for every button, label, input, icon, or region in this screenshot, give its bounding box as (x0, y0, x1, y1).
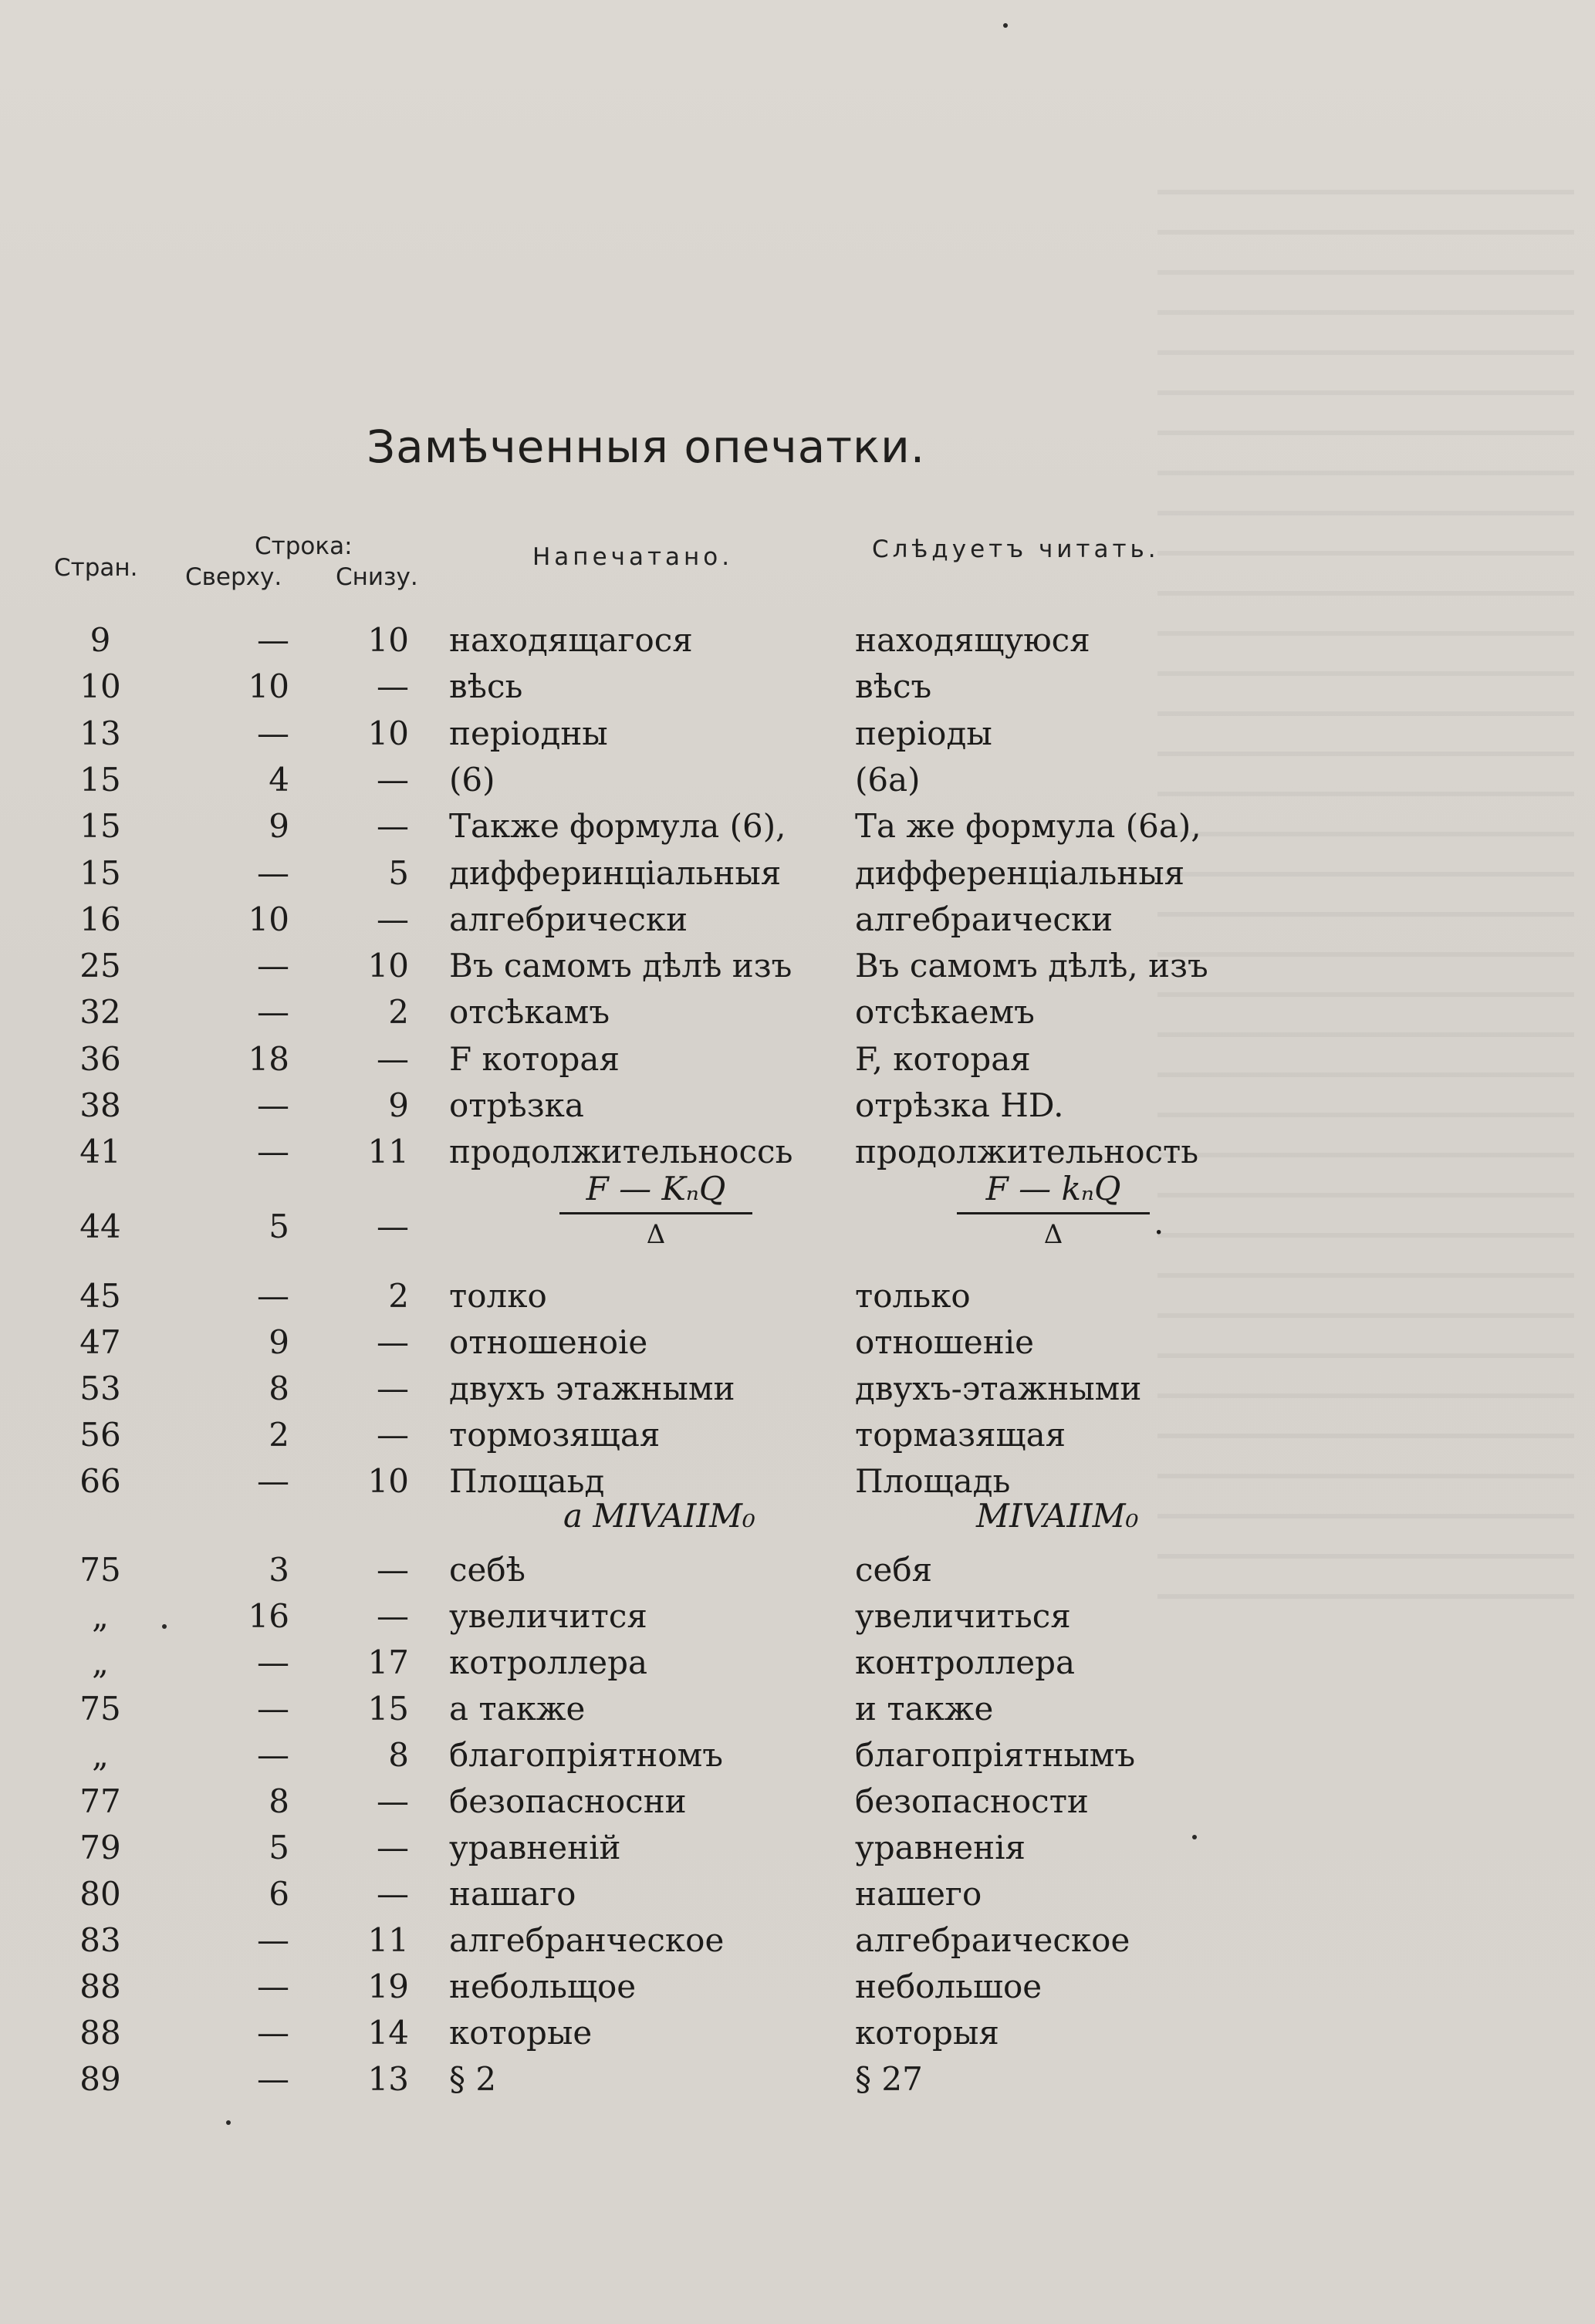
cell-printed: увеличится (449, 1597, 647, 1635)
fraction-bar (559, 1212, 752, 1214)
cell-printed: безопасносни (449, 1782, 687, 1820)
cell-from-bottom: — (377, 1551, 409, 1589)
cell-from-bottom: — (377, 667, 409, 706)
errata-row (0, 1412, 1595, 1458)
errata-row (0, 711, 1595, 757)
formula-line-correct: MIVAIIM₀ (976, 1497, 1139, 1535)
cell-printed: § 2 (449, 2060, 497, 2098)
cell-printed: Также формула (6), (449, 807, 786, 846)
cell-correct: періоды (855, 714, 992, 752)
errata-row (0, 1778, 1595, 1825)
cell-printed: дифферинціальныя (449, 853, 782, 892)
cell-from-top: — (257, 1968, 289, 2005)
errata-row (0, 757, 1595, 803)
cell-from-bottom: — (377, 1208, 409, 1245)
errata-row (0, 1917, 1595, 1964)
cell-page: 80 (79, 1875, 121, 1913)
cell-page: 75 (79, 1551, 121, 1589)
cell-printed: (6) (449, 760, 495, 799)
cell-page: 15 (79, 807, 121, 846)
header-line: Строка: (255, 532, 353, 560)
errata-row (0, 1686, 1595, 1732)
header-printed: Напечатано. (532, 543, 734, 571)
cell-from-top: — (257, 1643, 289, 1681)
cell-page: „ (92, 1597, 109, 1635)
cell-printed: Площаьд (449, 1462, 605, 1500)
errata-row (0, 1871, 1595, 1917)
cell-correct: отрѣзка HD. (855, 1086, 1064, 1124)
cell-page: 13 (79, 714, 121, 752)
cell-from-bottom: 11 (367, 1921, 409, 1959)
cell-correct: F, которая (855, 1039, 1031, 1078)
cell-from-bottom: 10 (367, 621, 409, 659)
cell-from-top: — (257, 714, 289, 752)
errata-row (0, 1083, 1595, 1129)
cell-correct: себя (855, 1551, 933, 1589)
cell-from-bottom: 17 (367, 1643, 409, 1681)
cell-correct: безопасности (855, 1782, 1089, 1820)
cell-correct: алгебраическое (855, 1921, 1130, 1959)
cell-correct: которыя (855, 2014, 999, 2052)
errata-row (0, 989, 1595, 1035)
cell-from-top: 2 (269, 1416, 289, 1454)
errata-row (0, 2010, 1595, 2056)
cell-page: 15 (79, 760, 121, 799)
cell-correct: нашего (855, 1875, 982, 1913)
errata-row (0, 1036, 1595, 1083)
cell-printed: отсѣкамъ (449, 993, 610, 1032)
cell-from-top: — (257, 1462, 289, 1500)
cell-from-top: 3 (269, 1551, 289, 1589)
errata-row (0, 897, 1595, 943)
cell-page: 9 (90, 621, 111, 659)
cell-correct: благопріятнымъ (855, 1736, 1136, 1774)
errata-row (0, 1593, 1595, 1640)
cell-page: 41 (79, 1133, 121, 1171)
errata-row (0, 1273, 1595, 1319)
cell-page: 15 (79, 853, 121, 892)
paper-speck (226, 2120, 231, 2125)
cell-printed: которые (449, 2014, 593, 2052)
errata-row (0, 1458, 1595, 1505)
errata-row (0, 617, 1595, 664)
cell-printed: находящагося (449, 621, 693, 659)
cell-correct: и также (855, 1690, 994, 1728)
cell-page: 53 (79, 1370, 121, 1407)
cell-from-top: — (257, 1690, 289, 1728)
cell-printed: F которая (449, 1039, 620, 1078)
errata-row (0, 803, 1595, 850)
formula-printed-numerator: F — KₙQ (586, 1170, 726, 1208)
header-page: Стран. (54, 554, 138, 582)
cell-correct: контроллера (855, 1643, 1076, 1681)
cell-printed: себѣ (449, 1551, 525, 1589)
cell-correct: дифференціальныя (855, 853, 1185, 892)
cell-from-bottom: — (377, 807, 409, 846)
cell-page: 45 (79, 1277, 121, 1315)
cell-page: 36 (79, 1039, 121, 1078)
cell-from-top: 16 (248, 1597, 289, 1635)
cell-page: „ (92, 1643, 109, 1681)
cell-page: 83 (79, 1921, 121, 1959)
cell-from-bottom: 8 (388, 1736, 409, 1774)
cell-printed: благопріятномъ (449, 1736, 724, 1774)
cell-from-bottom: 14 (367, 2014, 409, 2052)
cell-from-bottom: 11 (367, 1133, 409, 1171)
cell-printed: алгебранческое (449, 1921, 725, 1959)
formula-trailing-period: . (1154, 1204, 1164, 1241)
cell-from-bottom: 2 (388, 993, 409, 1032)
errata-row (0, 664, 1595, 710)
cell-correct: небольшое (855, 1968, 1042, 2005)
cell-from-top: 10 (248, 667, 289, 706)
cell-from-bottom: 10 (367, 947, 409, 985)
cell-correct: Площадь (855, 1462, 1011, 1500)
cell-correct: Въ самомъ дѣлѣ, изъ (855, 947, 1208, 985)
errata-row (0, 1129, 1595, 1175)
cell-page: 88 (79, 2014, 121, 2052)
cell-from-top: — (257, 1133, 289, 1171)
cell-from-top: 5 (269, 1829, 289, 1866)
cell-printed: продолжительносcь (449, 1133, 793, 1171)
errata-row (0, 1825, 1595, 1871)
cell-from-top: — (257, 2014, 289, 2052)
cell-from-top: 8 (269, 1370, 289, 1407)
cell-from-bottom: — (377, 900, 409, 938)
cell-page: 44 (79, 1208, 121, 1245)
formula-correct-denominator: Δ (1043, 1219, 1063, 1250)
header-from-top: Сверху. (185, 563, 282, 591)
cell-printed: двухъ этажными (449, 1370, 735, 1407)
cell-from-bottom: 19 (367, 1968, 409, 2005)
cell-from-bottom: — (377, 1416, 409, 1454)
cell-page: 66 (79, 1462, 121, 1500)
cell-from-top: — (257, 853, 289, 892)
cell-from-top: 4 (269, 760, 289, 799)
cell-from-bottom: 10 (367, 1462, 409, 1500)
cell-printed: нашаго (449, 1875, 576, 1913)
cell-correct: продолжительность (855, 1133, 1199, 1171)
cell-correct: уравненія (855, 1829, 1026, 1866)
cell-page: 47 (79, 1323, 121, 1361)
cell-printed: отрѣзка (449, 1086, 584, 1124)
cell-page: 88 (79, 1968, 121, 2005)
cell-correct: Та же формула (6a), (855, 807, 1201, 846)
errata-row (0, 1547, 1595, 1593)
cell-from-top: 5 (269, 1208, 289, 1245)
cell-from-top: 6 (269, 1875, 289, 1913)
errata-row (0, 1964, 1595, 2010)
formula-printed-denominator: Δ (646, 1219, 666, 1250)
cell-from-top: 18 (248, 1039, 289, 1078)
cell-from-bottom: 13 (367, 2060, 409, 2098)
cell-printed: вѣсь (449, 667, 523, 706)
cell-from-top: 9 (269, 807, 289, 846)
cell-from-bottom: — (377, 1323, 409, 1361)
cell-from-bottom: 15 (367, 1690, 409, 1728)
cell-printed: Въ самомъ дѣлѣ изъ (449, 947, 792, 985)
errata-row (0, 943, 1595, 989)
cell-printed: котроллера (449, 1643, 648, 1681)
cell-from-bottom: — (377, 1370, 409, 1407)
cell-correct: только (855, 1277, 971, 1315)
cell-from-bottom: 2 (388, 1277, 409, 1315)
cell-from-top: — (257, 1736, 289, 1774)
cell-page: „ (92, 1736, 109, 1774)
cell-page: 25 (79, 947, 121, 985)
cell-printed: небольщое (449, 1968, 637, 2005)
cell-printed: толко (449, 1277, 547, 1315)
cell-from-top: — (257, 1086, 289, 1124)
cell-printed: уравненій (449, 1829, 621, 1866)
formula-correct (957, 1169, 1150, 1254)
cell-correct: находящуюся (855, 621, 1090, 659)
errata-row-formula (0, 1204, 1595, 1250)
cell-page: 79 (79, 1829, 121, 1866)
cell-printed: тормозящая (449, 1416, 661, 1454)
cell-from-bottom: — (377, 1782, 409, 1820)
cell-correct: алгебраически (855, 900, 1113, 938)
cell-page: 77 (79, 1782, 121, 1820)
cell-from-bottom: 10 (367, 714, 409, 752)
cell-from-top: — (257, 1921, 289, 1959)
paper-speck (1003, 23, 1008, 28)
cell-from-top: — (257, 993, 289, 1032)
errata-row (0, 1640, 1595, 1686)
cell-printed: отношеноіе (449, 1323, 648, 1361)
formula-printed (559, 1169, 752, 1254)
formula-correct-numerator: F — kₙQ (985, 1170, 1121, 1208)
cell-page: 56 (79, 1416, 121, 1454)
paper-speck (1192, 1835, 1197, 1839)
cell-from-top: — (257, 621, 289, 659)
cell-from-bottom: — (377, 1829, 409, 1866)
cell-from-top: — (257, 2060, 289, 2098)
paper-speck (162, 1624, 167, 1629)
cell-printed: алгебрически (449, 900, 688, 938)
cell-from-top: 8 (269, 1782, 289, 1820)
cell-correct: отношеніе (855, 1323, 1034, 1361)
cell-correct: отсѣкаемъ (855, 993, 1035, 1032)
cell-page: 32 (79, 993, 121, 1032)
cell-correct: двухъ-этажными (855, 1370, 1142, 1407)
errata-row (0, 1732, 1595, 1778)
cell-from-top: — (257, 1277, 289, 1315)
cell-from-bottom: 5 (388, 853, 409, 892)
page-title: Замѣченныя опечатки. (367, 421, 926, 473)
errata-row (0, 850, 1595, 897)
cell-from-bottom: — (377, 1875, 409, 1913)
errata-row (0, 1366, 1595, 1412)
cell-from-bottom: 9 (388, 1086, 409, 1124)
errata-row (0, 2056, 1595, 2103)
cell-from-top: 9 (269, 1323, 289, 1361)
cell-from-top: — (257, 947, 289, 985)
cell-printed: а также (449, 1690, 586, 1728)
cell-correct: вѣсъ (855, 667, 932, 706)
cell-from-bottom: — (377, 760, 409, 799)
cell-page: 89 (79, 2060, 121, 2098)
errata-row (0, 1319, 1595, 1366)
cell-from-bottom: — (377, 1039, 409, 1078)
cell-correct: (6a) (855, 760, 921, 799)
cell-page: 10 (79, 667, 121, 706)
header-read-as: Слѣдуетъ читать. (872, 535, 1160, 563)
formula-line-printed: a MIVAIIM₀ (563, 1497, 755, 1535)
cell-page: 38 (79, 1086, 121, 1124)
fraction-bar (957, 1212, 1150, 1214)
cell-correct: тормазящая (855, 1416, 1066, 1454)
cell-from-bottom: — (377, 1597, 409, 1635)
header-from-bottom: Снизу. (336, 563, 418, 591)
cell-page: 16 (79, 900, 121, 938)
cell-correct: § 27 (855, 2060, 923, 2098)
cell-printed: періодны (449, 714, 608, 752)
cell-from-top: 10 (248, 900, 289, 938)
cell-correct: увеличиться (855, 1597, 1071, 1635)
cell-page: 75 (79, 1690, 121, 1728)
